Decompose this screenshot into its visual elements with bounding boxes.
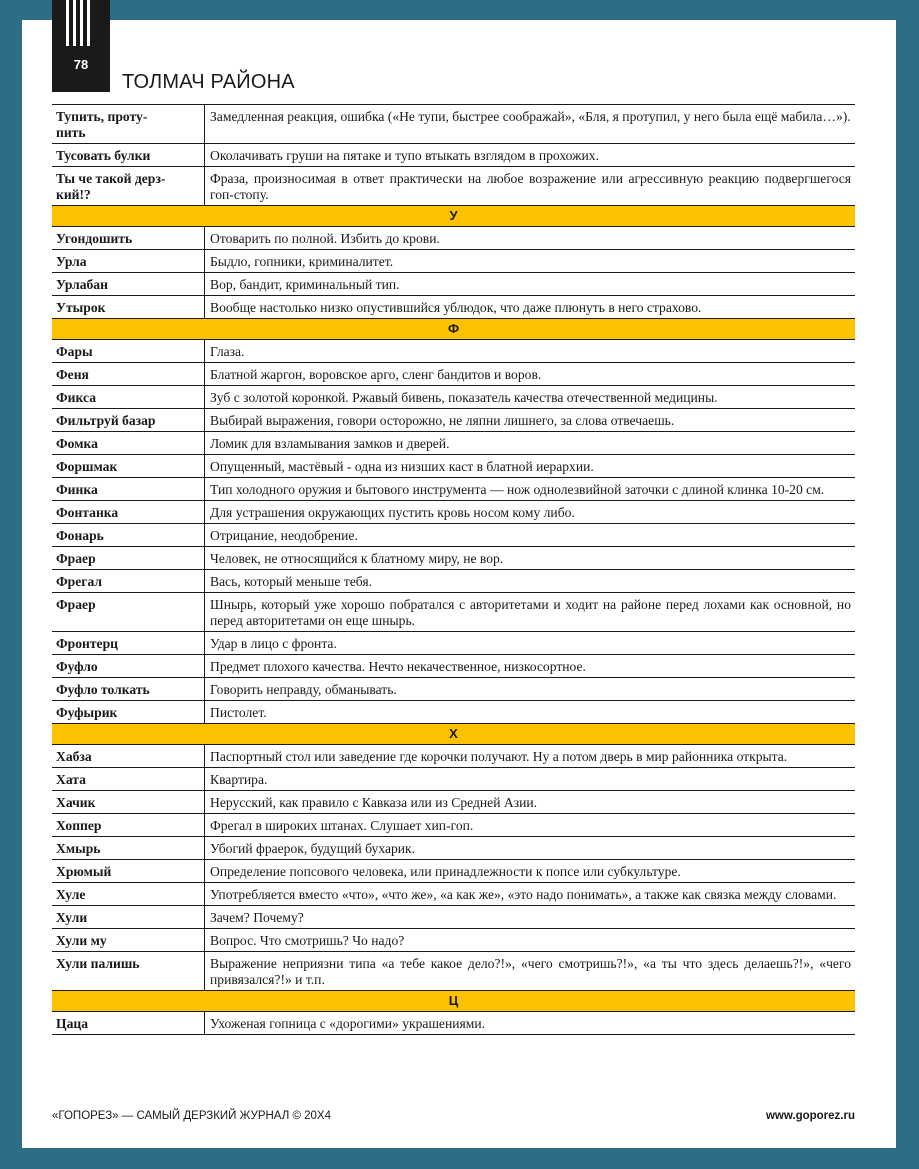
magazine-page bbox=[22, 20, 896, 1148]
glossary-term: Урлабан bbox=[52, 273, 205, 295]
page-number: 78 bbox=[73, 57, 89, 72]
tab-stripe bbox=[73, 0, 76, 46]
page-number-tab bbox=[52, 0, 110, 92]
glossary-definition: Отоварить по полной. Избить до крови. bbox=[210, 231, 440, 246]
glossary-term: Хата bbox=[52, 768, 205, 790]
glossary-row bbox=[52, 340, 855, 363]
glossary-term: Хули палишь bbox=[52, 952, 205, 990]
glossary-definition: Шнырь, который уже хорошо побратался с авторитетами и ходит на районе перед лохами как основной, но перед авторитетами он еще шнырь. bbox=[210, 597, 851, 628]
glossary-definition: Удар в лицо с фронта. bbox=[210, 636, 337, 651]
glossary-definition: Замедленная реакция, ошибка («Не тупи, быстрее соображай», «Бля, я протупил, у него была ещё мабила…»). bbox=[210, 109, 851, 124]
glossary-term: Фильтруй базар bbox=[52, 409, 205, 431]
glossary-term: Фуфло толкать bbox=[52, 678, 205, 700]
glossary-term: Феня bbox=[52, 363, 205, 385]
section-header: Х bbox=[52, 724, 855, 745]
glossary-term-line: Тупить, проту- bbox=[56, 109, 148, 124]
glossary-definition: Околачивать груши на пятаке и тупо втыкать взглядом в прохожих. bbox=[210, 148, 599, 163]
glossary-term: Фронтерц bbox=[52, 632, 205, 654]
glossary-term-line: пить bbox=[56, 125, 86, 140]
glossary-term: Фомка bbox=[52, 432, 205, 454]
glossary-term: Цаца bbox=[52, 1012, 205, 1034]
glossary-term: Хачик bbox=[52, 791, 205, 813]
glossary-definition: Выражение неприязни типа «а тебе какое дело?!», «чего смотришь?!», «а ты что здесь делаешь?!», «чего привязался?!» и т.п. bbox=[210, 956, 851, 987]
glossary-term: Форшмак bbox=[52, 455, 205, 477]
glossary-row bbox=[52, 144, 855, 167]
glossary-table bbox=[52, 104, 855, 1035]
glossary-row bbox=[52, 363, 855, 386]
tab-stripe bbox=[87, 0, 90, 46]
glossary-row bbox=[52, 250, 855, 273]
glossary-row bbox=[52, 837, 855, 860]
glossary-row bbox=[52, 547, 855, 570]
glossary-row bbox=[52, 227, 855, 250]
glossary-row bbox=[52, 791, 855, 814]
glossary-definition: Для устрашения окружающих пустить кровь носом кому либо. bbox=[210, 505, 575, 520]
glossary-row bbox=[52, 167, 855, 206]
footer-website: www.goporez.ru bbox=[765, 1110, 855, 1122]
glossary-term: Фикса bbox=[52, 386, 205, 408]
glossary-row bbox=[52, 929, 855, 952]
glossary-definition: Говорить неправду, обманывать. bbox=[210, 682, 397, 697]
glossary-definition: Вась, который меньше тебя. bbox=[210, 574, 373, 589]
glossary-row bbox=[52, 678, 855, 701]
glossary-row bbox=[52, 273, 855, 296]
glossary-row bbox=[52, 296, 855, 319]
glossary-definition: Убогий фраерок, будущий бухарик. bbox=[210, 841, 416, 856]
glossary-row bbox=[52, 570, 855, 593]
glossary-definition: Определение попсового человека, или принадлежности к попсе или субкультуре. bbox=[210, 864, 681, 879]
glossary-row bbox=[52, 883, 855, 906]
glossary-definition: Фрегал в широких штанах. Слушает хип-гоп. bbox=[210, 818, 474, 833]
glossary-definition: Ломик для взламывания замков и дверей. bbox=[210, 436, 450, 451]
glossary-term bbox=[52, 167, 205, 205]
glossary-row bbox=[52, 768, 855, 791]
glossary-row bbox=[52, 524, 855, 547]
glossary-definition: Отрицание, неодобрение. bbox=[210, 528, 358, 543]
section-header: У bbox=[52, 206, 855, 227]
glossary-term: Тусовать булки bbox=[52, 144, 205, 166]
glossary-row bbox=[52, 409, 855, 432]
section-header: Ц bbox=[52, 991, 855, 1012]
page-title: ТОЛМАЧ РАЙОНА bbox=[122, 71, 295, 93]
glossary-term: Фуфло bbox=[52, 655, 205, 677]
glossary-definition: Выбирай выражения, говори осторожно, не ляпни лишнего, за слова отвечаешь. bbox=[210, 413, 675, 428]
glossary-term-line: Ты че такой дерз- bbox=[56, 171, 166, 186]
glossary-definition: Паспортный стол или заведение где корочки получают. Ну а потом дверь в мир районника открыта. bbox=[210, 749, 788, 764]
glossary-term: Фраер bbox=[52, 547, 205, 569]
glossary-row bbox=[52, 632, 855, 655]
glossary-term: Хуле bbox=[52, 883, 205, 905]
glossary-definition: Зуб с золотой коронкой. Ржавый бивень, показатель качества отечественной медицины. bbox=[210, 390, 718, 405]
glossary-term-line: кий!? bbox=[56, 187, 91, 202]
glossary-row bbox=[52, 593, 855, 632]
glossary-row bbox=[52, 432, 855, 455]
glossary-term: Хули bbox=[52, 906, 205, 928]
glossary-row bbox=[52, 655, 855, 678]
glossary-row bbox=[52, 952, 855, 991]
glossary-term: Хоппер bbox=[52, 814, 205, 836]
glossary-row bbox=[52, 386, 855, 409]
glossary-definition: Зачем? Почему? bbox=[210, 910, 304, 925]
glossary-definition: Пистолет. bbox=[210, 705, 267, 720]
glossary-definition: Вообще настолько низко опустившийся ублюдок, что даже плюнуть в него страхово. bbox=[210, 300, 702, 315]
glossary-row bbox=[52, 860, 855, 883]
glossary-definition: Нерусский, как правило с Кавказа или из Средней Азии. bbox=[210, 795, 538, 810]
section-header: Ф bbox=[52, 319, 855, 340]
glossary-term: Фрегал bbox=[52, 570, 205, 592]
glossary-definition: Ухоженая гопница с «дорогими» украшениями. bbox=[210, 1016, 486, 1031]
glossary-row bbox=[52, 745, 855, 768]
glossary-term: Хмырь bbox=[52, 837, 205, 859]
glossary-definition: Глаза. bbox=[210, 344, 245, 359]
glossary-row bbox=[52, 906, 855, 929]
glossary-term: Хрюмый bbox=[52, 860, 205, 882]
glossary-term: Фары bbox=[52, 340, 205, 362]
glossary-definition: Тип холодного оружия и бытового инструмента — нож однолезвийной заточки с длиной клинка 10-20 см. bbox=[210, 482, 825, 497]
glossary-term: Фонтанка bbox=[52, 501, 205, 523]
glossary-term: Финка bbox=[52, 478, 205, 500]
glossary-term: Фонарь bbox=[52, 524, 205, 546]
glossary-row bbox=[52, 501, 855, 524]
glossary-row bbox=[52, 478, 855, 501]
glossary-term: Хули му bbox=[52, 929, 205, 951]
glossary-row bbox=[52, 701, 855, 724]
glossary-definition: Употребляется вместо «что», «что же», «а как же», «это надо понимать», а также как связка между словами. bbox=[210, 887, 837, 902]
glossary-row bbox=[52, 105, 855, 144]
tab-stripe bbox=[80, 0, 83, 46]
glossary-definition: Быдло, гопники, криминалитет. bbox=[210, 254, 394, 269]
glossary-term: Фраер bbox=[52, 593, 205, 631]
glossary-definition: Вопрос. Что смотришь? Чо надо? bbox=[210, 933, 405, 948]
glossary-term: Угондошить bbox=[52, 227, 205, 249]
glossary-definition: Предмет плохого качества. Нечто некачественное, низкосортное. bbox=[210, 659, 586, 674]
glossary-row bbox=[52, 1012, 855, 1035]
glossary-term: Хабза bbox=[52, 745, 205, 767]
glossary-term: Урла bbox=[52, 250, 205, 272]
footer-magazine-name: «ГОПОРЕЗ» — САМЫЙ ДЕРЗКИЙ ЖУРНАЛ © 20X4 bbox=[52, 1110, 331, 1122]
glossary-row bbox=[52, 455, 855, 478]
glossary-term: Фуфырик bbox=[52, 701, 205, 723]
glossary-definition: Человек, не относящийся к блатному миру, не вор. bbox=[210, 551, 504, 566]
glossary-definition: Блатной жаргон, воровское арго, сленг бандитов и воров. bbox=[210, 367, 542, 382]
glossary-definition: Квартира. bbox=[210, 772, 268, 787]
glossary-term: Утырок bbox=[52, 296, 205, 318]
glossary-definition: Фраза, произносимая в ответ практически на любое возражение или агрессивную реакцию подвергшегося гоп-стопу. bbox=[210, 171, 851, 202]
glossary-definition: Вор, бандит, криминальный тип. bbox=[210, 277, 400, 292]
glossary-term bbox=[52, 105, 205, 143]
glossary-definition: Опущенный, мастёвый - одна из низших каст в блатной иерархии. bbox=[210, 459, 594, 474]
tab-stripe bbox=[66, 0, 69, 46]
glossary-row bbox=[52, 814, 855, 837]
